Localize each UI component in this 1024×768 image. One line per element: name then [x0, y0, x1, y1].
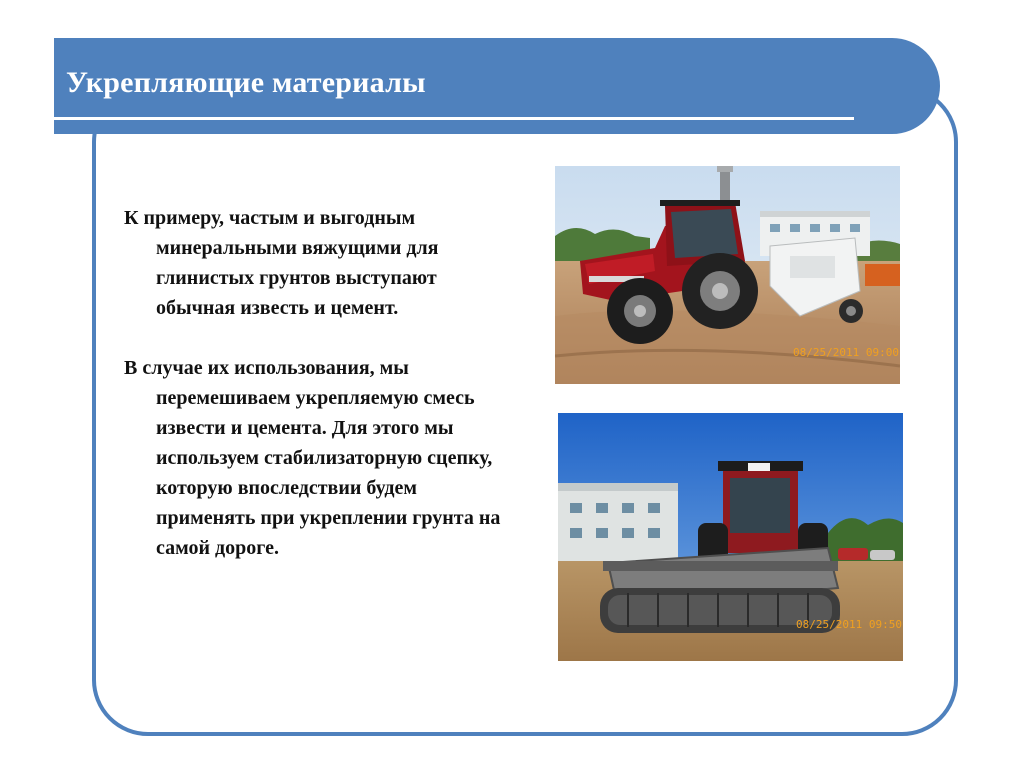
photo-tractor-spreader	[555, 166, 900, 384]
title-underline	[54, 117, 854, 120]
photo2-timestamp: 08/25/2011 09:50	[796, 618, 902, 631]
photo-stabilizer-hitch	[558, 413, 903, 661]
body-paragraph-2: В случае их использования, мы перемешиваем укрепляемую смесь извести и цемента. Для этого мы используем стабилизаторную сцепку, которую впоследствии будем применять при укреплении грунта на самой дороге.	[124, 357, 501, 559]
photo1-timestamp: 08/25/2011 09:00	[793, 346, 899, 359]
slide-body	[124, 203, 514, 593]
body-paragraph-1: К примеру, частым и выгодным минеральными вяжущими для глинистых грунтов выступают обычная известь и цемент.	[124, 207, 439, 319]
slide-title: Укрепляющие материалы	[66, 66, 426, 99]
